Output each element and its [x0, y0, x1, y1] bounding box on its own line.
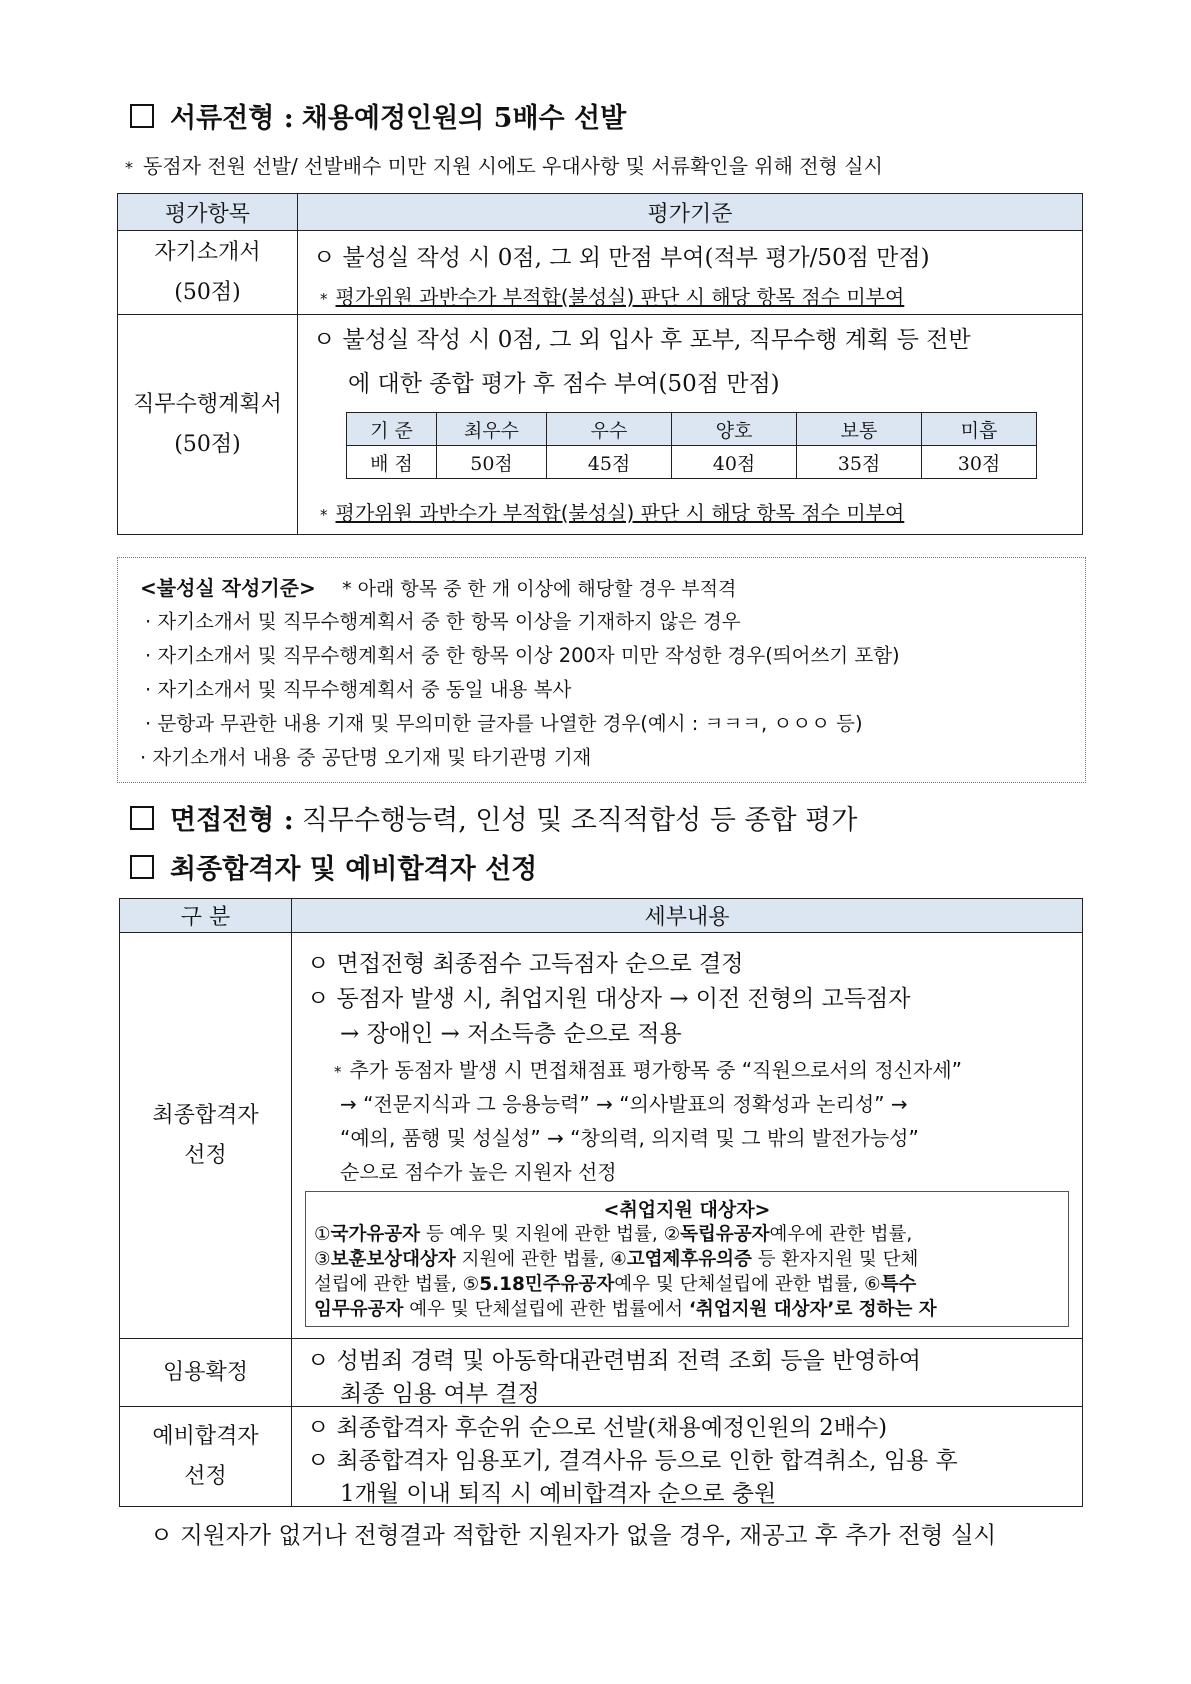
section-heading-interview [130, 798, 857, 837]
label-line: 선정 [184, 1463, 227, 1489]
support-line: 임무유공자 예우 및 단체설립에 관한 법률에서 ‘취업지원 대상자’로 정하는 자 [314, 1299, 937, 1320]
row-label-appointment [120, 1339, 292, 1407]
final-selection-table [119, 898, 1083, 1507]
bullet: · [140, 746, 147, 769]
criteria-line: ㅇ 불성실 작성 시 0점, 그 외 만점 부여(적부 평가/50점 만점) [313, 245, 930, 271]
section-heading-final [130, 847, 537, 886]
support-line: 설립에 관한 법률, ⑤5.18민주유공자예우 및 단체설립에 관한 법률, ⑥특수 [314, 1274, 917, 1295]
support-line: ③보훈보상대상자 지원에 관한 법률, ④고엽제후유의증 등 환자지원 및 단체 [314, 1249, 919, 1270]
row-content-job-plan [298, 315, 1083, 535]
header-eval-criteria: 평가기준 [298, 194, 1083, 231]
criteria-note [320, 497, 904, 526]
document-note [125, 150, 883, 179]
detail-line: 1개월 이내 퇴직 시 예비합격자 순으로 충원 [340, 1481, 777, 1507]
score-value: 45점 [547, 446, 672, 479]
detail-line: ㅇ 면접전형 최종점수 고득점자 순으로 결정 [307, 951, 744, 977]
row-content-self-intro [298, 231, 1083, 315]
label-line: (50점) [174, 431, 241, 457]
criteria-line: ㅇ 불성실 작성 시 0점, 그 외 입사 후 포부, 직무수행 계획 등 전반 [313, 327, 971, 353]
score-value: 30점 [922, 446, 1037, 479]
detail-line: → “전문지식과 그 응용능력” → “의사발표의 정확성과 논리성” → [340, 1092, 908, 1116]
note-mark: * [125, 158, 133, 177]
header-category: 구 분 [120, 899, 292, 933]
criteria-item [140, 742, 591, 770]
section-rest: 직무수행능력, 인성 및 조직적합성 등 종합 평가 [301, 805, 858, 836]
bullet: · [145, 712, 152, 735]
footer-note: ㅇ 지원자가 없거나 전형결과 적합한 지원자가 없을 경우, 재공고 후 추가 전형 실시 [150, 1521, 997, 1549]
detail-line: 최종 임용 여부 결정 [340, 1381, 540, 1407]
label-line: 직무수행계획서 [133, 391, 282, 417]
criteria-heading [140, 572, 736, 601]
checkbox-icon [130, 855, 154, 879]
section-prefix: 면접전형 : [170, 805, 294, 836]
score-header: 보통 [797, 413, 922, 446]
checkbox-icon [130, 806, 154, 830]
label-line: (50점) [174, 279, 241, 305]
criteria-item-text: 문항과 무관한 내용 기재 및 무의미한 글자를 나열한 경우(예시 : ㅋㅋㅋ, ㅇㅇㅇ 등) [157, 712, 863, 735]
bullet: · [145, 678, 152, 701]
row-content-final-passers [292, 933, 1083, 1339]
label-line: 예비합격자 [152, 1423, 259, 1449]
detail-line: ㅇ 성범죄 경력 및 아동학대관련범죄 전력 조회 등을 반영하여 [307, 1348, 921, 1374]
detail-line: “예의, 품행 및 성실성” → “창의력, 의지력 및 그 밖의 발전가능성” [340, 1126, 919, 1150]
criteria-item [145, 640, 900, 668]
note-mark: * [320, 506, 328, 524]
label-line: 자기소개서 [154, 239, 261, 265]
criteria-item-text: 자기소개서 및 직무수행계획서 중 한 항목 이상을 기재하지 않은 경우 [157, 610, 741, 633]
score-header: 미흡 [922, 413, 1037, 446]
score-table [346, 412, 1037, 479]
label-line: 선정 [184, 1142, 227, 1168]
section-prefix: 서류전형 : [170, 103, 294, 134]
row-content-reserve [292, 1407, 1083, 1507]
detail-note [334, 1054, 962, 1083]
detail-line: ㅇ 동점자 발생 시, 취업지원 대상자 → 이전 전형의 고득점자 [307, 986, 911, 1012]
criteria-item-text: 자기소개서 내용 중 공단명 오기재 및 타기관명 기재 [152, 746, 592, 769]
row-label-self-intro [118, 231, 298, 315]
score-header: 기 준 [347, 413, 437, 446]
note-text: 평가위원 과반수가 부적합(불성실) 판단 시 해당 항목 점수 미부여 [335, 501, 905, 525]
label-line: 최종합격자 [152, 1102, 259, 1128]
detail-line: 순으로 점수가 높은 지원자 선정 [340, 1160, 617, 1184]
section-heading-document [130, 96, 626, 135]
score-value: 40점 [672, 446, 797, 479]
checkbox-icon [130, 104, 154, 128]
row-content-appointment [292, 1339, 1083, 1407]
bullet: · [145, 644, 152, 667]
note-mark: * [320, 290, 328, 308]
criteria-note [320, 281, 904, 310]
criteria-item [145, 708, 863, 736]
criteria-line: 에 대한 종합 평가 후 점수 부여(50점 만점) [348, 371, 780, 397]
criteria-item-text: 자기소개서 및 직무수행계획서 중 한 항목 이상 200자 미만 작성한 경우(띄어쓰기 포함) [157, 644, 900, 667]
score-header: 최우수 [437, 413, 547, 446]
score-header: 양호 [672, 413, 797, 446]
header-details: 세부내용 [292, 899, 1083, 933]
detail-line: ㅇ 최종합격자 후순위 순으로 선발(채용예정인원의 2배수) [307, 1415, 888, 1441]
support-line: ①국가유공자 등 예우 및 지원에 관한 법률, ②독립유공자예우에 관한 법률, [314, 1224, 913, 1245]
row-label-reserve [120, 1407, 292, 1507]
note-mark: * [334, 1063, 342, 1081]
row-label-final-passers [120, 933, 292, 1339]
bullet: · [145, 610, 152, 633]
note-text: 평가위원 과반수가 부적합(불성실) 판단 시 해당 항목 점수 미부여 [335, 285, 905, 309]
detail-line: → 장애인 → 저소득층 순으로 적용 [340, 1021, 682, 1047]
score-value: 35점 [797, 446, 922, 479]
criteria-item-text: 자기소개서 및 직무수행계획서 중 동일 내용 복사 [157, 678, 572, 701]
criteria-title: <불성실 작성기준> [140, 576, 316, 600]
score-value: 50점 [437, 446, 547, 479]
section-prefix: 최종합격자 및 예비합격자 선정 [170, 854, 538, 885]
criteria-subtitle: * 아래 항목 중 한 개 이상에 해당할 경우 부적격 [342, 578, 737, 600]
note-text: 추가 동점자 발생 시 면접채점표 평가항목 중 “직원으로서의 정신자세” [349, 1058, 963, 1082]
section-rest: 채용예정인원의 5배수 선발 [301, 103, 627, 134]
support-target-box [305, 1191, 1069, 1327]
label-line: 임용확정 [162, 1359, 248, 1385]
document-eval-table [117, 193, 1083, 535]
header-eval-item: 평가항목 [118, 194, 298, 231]
support-title: <취업지원 대상자> [603, 1199, 771, 1221]
score-header: 우수 [547, 413, 672, 446]
detail-line: ㅇ 최종합격자 임용포기, 결격사유 등으로 인한 합격취소, 임용 후 [307, 1448, 958, 1474]
score-value: 배 점 [347, 446, 437, 479]
note-text: 동점자 전원 선발/ 선발배수 미만 지원 시에도 우대사항 및 서류확인을 위해 전형 실시 [143, 154, 883, 178]
criteria-item [145, 606, 741, 634]
row-label-job-plan [118, 315, 298, 535]
criteria-item [145, 674, 571, 702]
